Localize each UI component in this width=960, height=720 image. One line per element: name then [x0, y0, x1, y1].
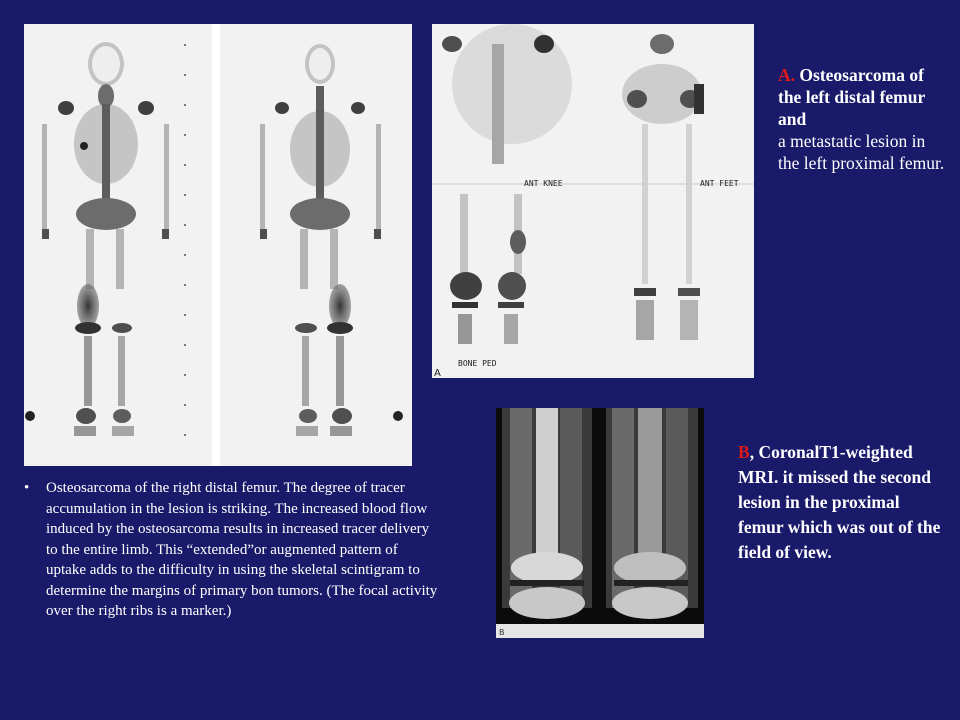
whole-body-bone-scan-image — [24, 24, 412, 466]
caption-a-plain-text: a metastatic lesion in the left proximal femur. — [778, 131, 945, 173]
panel-a-letter: A — [434, 368, 441, 378]
caption-a-letter: A. — [778, 65, 796, 85]
coronal-mri-image — [496, 408, 704, 638]
limb-bone-scan-image — [432, 24, 754, 378]
bullet-paragraph — [24, 478, 440, 622]
bone-ped-label: BONE PED — [458, 359, 497, 368]
bullet-marker: • — [24, 480, 30, 496]
bullet-text: Osteosarcoma of the right distal femur. The degree of tracer accumulation in the lesion is striking. The increased blood flow induced by the osteosarcoma results in increased tracer delivery to the entire limb. This “extended”or augmented pattern of uptake adds to the difficulty in using the skeletal scintigram to determine the margins of primary bon tumors. (The focal activity over the right ribs is a marker.) — [46, 480, 438, 619]
caption-b — [738, 440, 948, 565]
caption-b-text: , CoronalT1-weighted MRI. it missed the second lesion in the proximal femur which was out of the field of view. — [738, 442, 941, 562]
caption-b-letter: B — [738, 442, 750, 462]
panel-b-letter: B — [499, 628, 505, 637]
caption-a — [778, 64, 948, 174]
caption-a-bold-text: Osteosarcoma of the left distal femur and — [778, 65, 925, 129]
ant-feet-label: ANT FEET — [700, 179, 739, 188]
ant-knee-label: ANT KNEE — [524, 179, 563, 188]
